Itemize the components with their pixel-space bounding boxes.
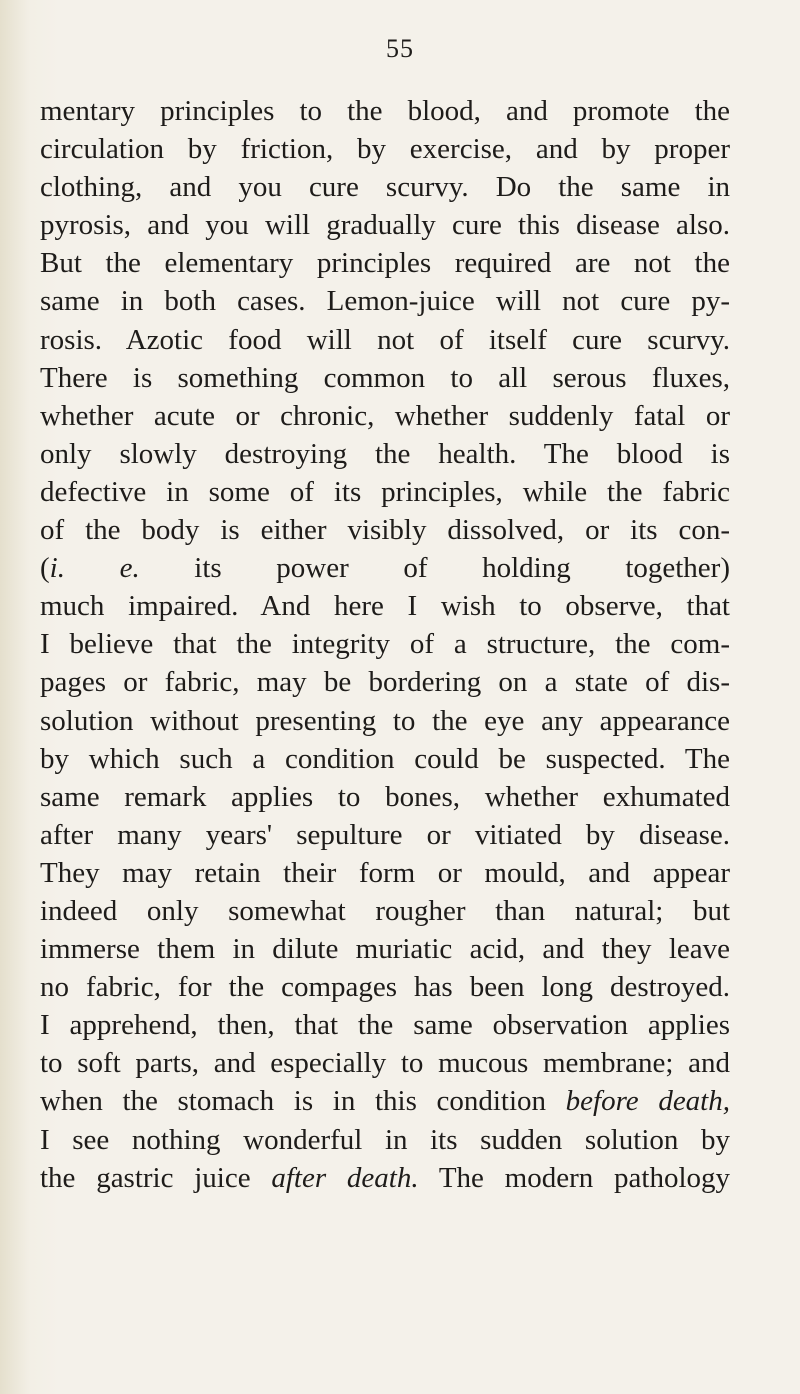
text-line-6: same in both cases. Lemon-juice will not cure py-: [40, 285, 730, 318]
text-line-15: I believe that the integrity of a structure, the com-: [40, 628, 730, 661]
text-line-4: pyrosis, and you will gradually cure this disease also.: [40, 209, 730, 242]
text-line-29: [40, 1159, 730, 1197]
text-line-17: solution without presenting to the eye any appearance: [40, 704, 730, 737]
text-line-13-pre: (: [40, 552, 50, 585]
text-line-1: mentary principles to the blood, and promote the: [40, 95, 730, 127]
text-line-27: [40, 1082, 730, 1120]
text-line-27-italic: before death,: [565, 1085, 730, 1118]
text-line-5: But the elementary principles required are not the: [40, 247, 730, 280]
text-line-2: circulation by friction, by exercise, and by proper: [40, 133, 730, 166]
text-line-8: There is something common to all serous fluxes,: [40, 361, 730, 394]
text-line-9: whether acute or chronic, whether suddenly fatal or: [40, 399, 730, 432]
page-number: 55: [386, 34, 414, 63]
text-line-28: I see nothing wonderful in its sudden solution by: [40, 1123, 730, 1156]
text-line-22: indeed only somewhat rougher than natural; but: [40, 894, 730, 927]
text-line-19: same remark applies to bones, whether exhumated: [40, 780, 730, 813]
text-line-25: I apprehend, then, that the same observation applies: [40, 1009, 730, 1042]
text-line-13-post: its power of holding together): [139, 552, 730, 585]
text-line-13-italic: i. e.: [49, 552, 140, 585]
text-line-23: immerse them in dilute muriatic acid, and they leave: [40, 933, 730, 966]
text-line-16: pages or fabric, may be bordering on a state of dis-: [40, 666, 730, 699]
text-line-14: much impaired. And here I wish to observe, that: [40, 590, 730, 623]
text-line-7: rosis. Azotic food will not of itself cure scurvy.: [40, 323, 730, 356]
body-text: [40, 92, 730, 1197]
text-line-11: defective in some of its principles, while the fabric: [40, 475, 730, 508]
text-line-27-pre: when the stomach is in this condition: [40, 1085, 566, 1118]
text-line-29-italic: after death.: [271, 1161, 419, 1194]
text-line-10: only slowly destroying the health. The blood is: [40, 437, 730, 470]
text-line-26: to soft parts, and especially to mucous membrane; and: [40, 1047, 730, 1080]
text-line-18: by which such a condition could be suspected. The: [40, 742, 730, 775]
text-line-13: [40, 549, 730, 587]
text-line-24: no fabric, for the compages has been long destroyed.: [40, 971, 730, 1004]
text-line-21: They may retain their form or mould, and appear: [40, 856, 730, 889]
text-line-12: of the body is either visibly dissolved, or its con-: [40, 514, 730, 547]
text-line-20: after many years' sepulture or vitiated by disease.: [40, 818, 730, 851]
text-line-3: clothing, and you cure scurvy. Do the same in: [40, 171, 730, 204]
text-line-29-pre: the gastric juice: [40, 1161, 272, 1194]
text-line-29-post: The modern pathology: [418, 1161, 731, 1194]
